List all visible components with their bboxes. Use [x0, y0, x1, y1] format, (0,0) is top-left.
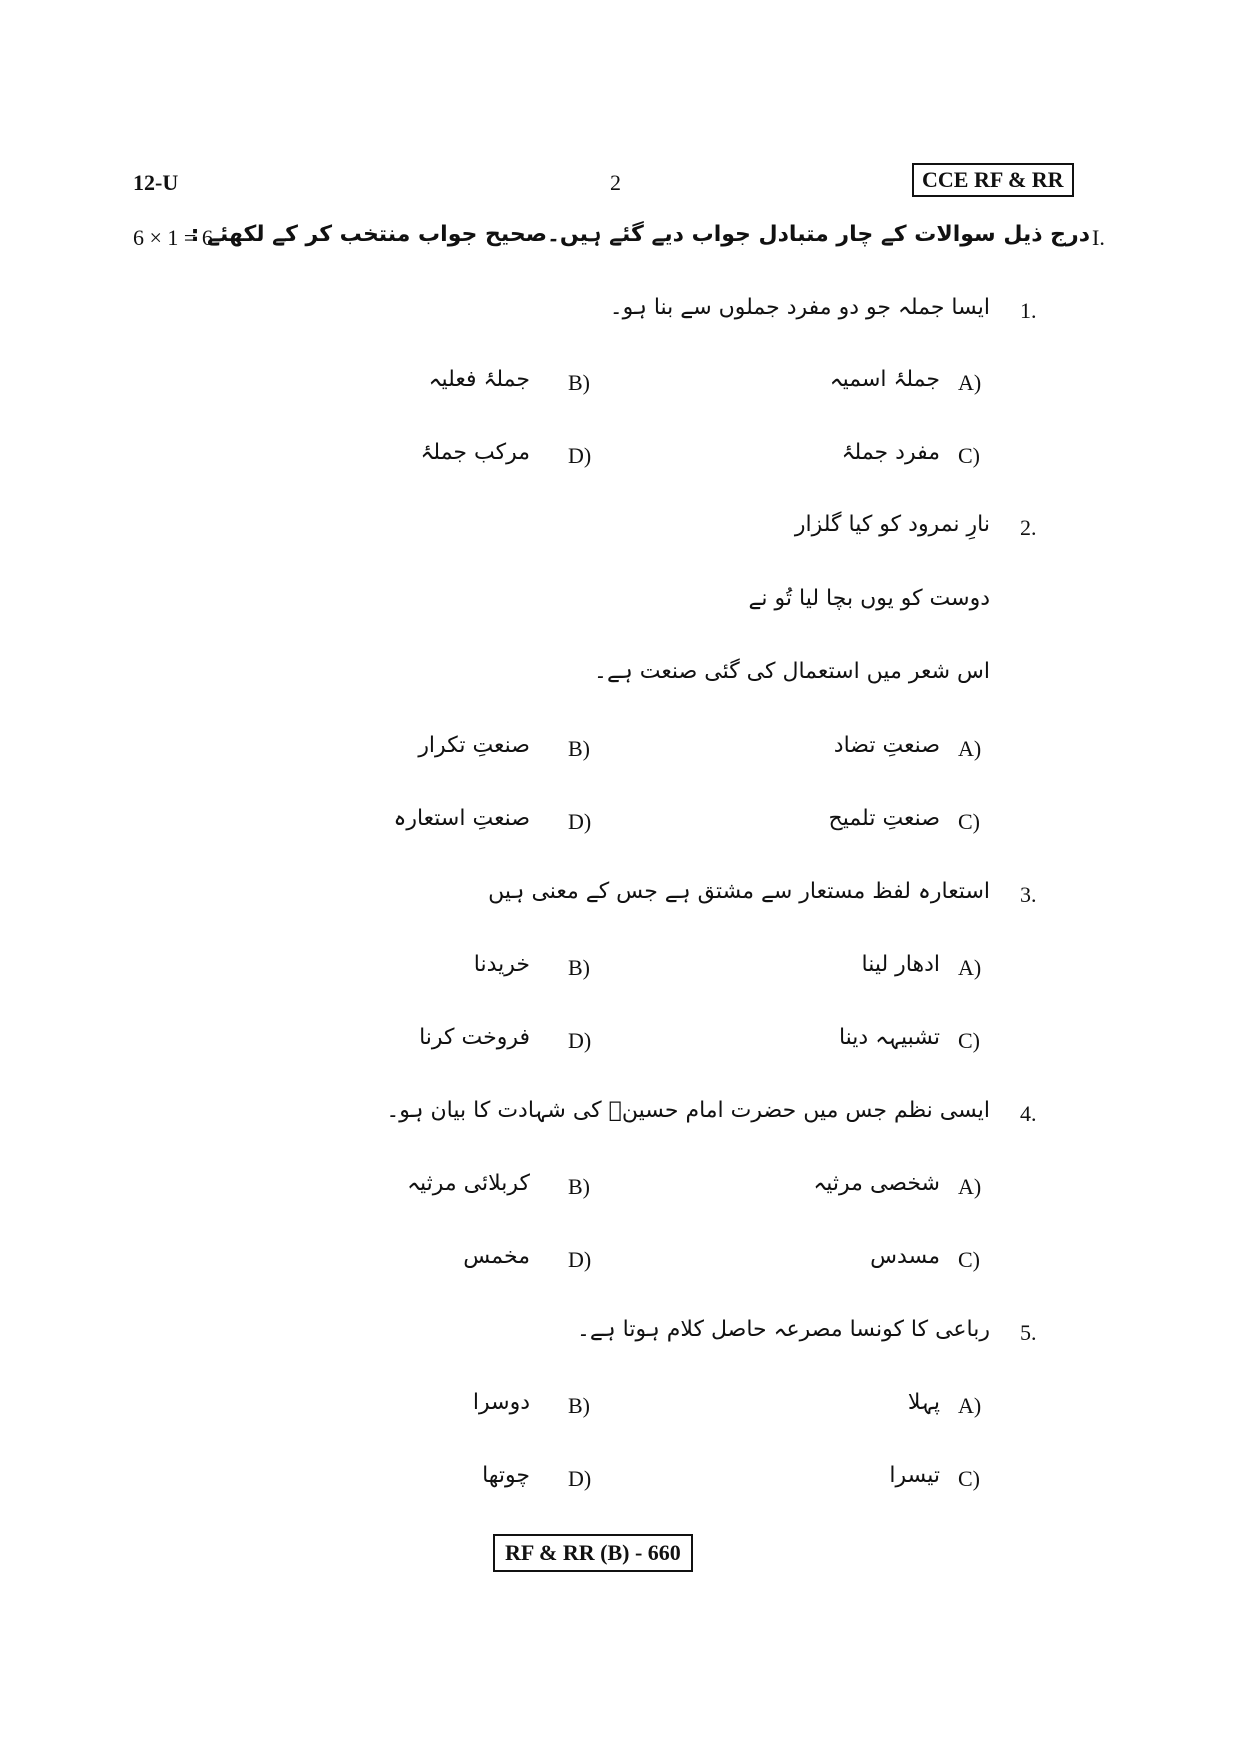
q4-option-d-label: D) [568, 1247, 592, 1272]
q5-option-a-label: A) [958, 1393, 982, 1418]
question-2-verse-2: دوست کو یوں بچا لیا تُو نے [748, 586, 990, 611]
q3-option-a-label: A) [958, 955, 982, 980]
question-4-text: ایسی نظم جس میں حضرت امام حسینؓ کی شہادت کا بیان ہو۔ [386, 1098, 990, 1123]
page-number: 2 [610, 170, 621, 195]
q1-option-d-label: D) [568, 443, 592, 468]
q4-option-d-text: مخمس [463, 1244, 530, 1269]
question-3-text: استعارہ لفظ مستعار سے مشتق ہے جس کے معنی ہیں [488, 879, 990, 904]
q5-option-c-label: C) [958, 1466, 980, 1491]
question-2-verse-1: نارِ نمرود کو کیا گلزار [794, 512, 990, 537]
q3-option-d-label: D) [568, 1028, 592, 1053]
series-box: CCE RF & RR [912, 163, 1074, 197]
question-3-number: 3. [1020, 882, 1037, 907]
marks-allocation: 6 × 1 = 6 [133, 225, 213, 250]
section-numeral: I. [1092, 225, 1105, 250]
question-5-text: رباعی کا کونسا مصرعہ حاصل کلام ہوتا ہے۔ [577, 1317, 990, 1342]
q3-option-c-text: تشبیہہ دینا [838, 1025, 940, 1050]
q2-option-a-label: A) [958, 736, 982, 761]
q2-option-d-label: D) [568, 809, 592, 834]
q3-option-a-text: ادھار لینا [861, 952, 940, 977]
q4-option-a-label: A) [958, 1174, 982, 1199]
q1-option-c-text: مفرد جملۂ [841, 440, 940, 465]
q2-option-b-label: B) [568, 736, 590, 761]
q1-option-c-label: C) [958, 443, 980, 468]
q2-option-a-text: صنعتِ تضاد [833, 733, 940, 758]
question-1-number: 1. [1020, 298, 1037, 323]
q5-option-b-text: دوسرا [472, 1390, 530, 1415]
q5-option-d-text: چوتھا [482, 1463, 530, 1488]
q5-option-c-text: تیسرا [889, 1463, 940, 1488]
q4-option-c-text: مسدس [870, 1244, 940, 1269]
q4-option-b-text: کربلائی مرثیہ [407, 1171, 530, 1196]
q2-option-b-text: صنعتِ تکرار [418, 733, 530, 758]
q4-option-b-label: B) [568, 1174, 590, 1199]
q2-option-c-text: صنعتِ تلمیح [828, 806, 940, 831]
q3-option-c-label: C) [958, 1028, 980, 1053]
q4-option-a-text: شخصی مرثیہ [813, 1171, 940, 1196]
q4-option-c-label: C) [958, 1247, 980, 1272]
footer-code-box: RF & RR (B) - 660 [493, 1534, 693, 1572]
q2-option-c-label: C) [958, 809, 980, 834]
question-5-number: 5. [1020, 1320, 1037, 1345]
q1-option-d-text: مرکب جملۂ [420, 440, 530, 465]
q1-option-b-label: B) [568, 370, 590, 395]
q2-option-d-text: صنعتِ استعارہ [393, 806, 530, 831]
q3-option-d-text: فروخت کرنا [419, 1025, 530, 1050]
q5-option-a-text: پہلا [907, 1390, 940, 1415]
q3-option-b-label: B) [568, 955, 590, 980]
q1-option-a-label: A) [958, 370, 982, 395]
paper-code: 12-U [133, 170, 179, 195]
q5-option-b-label: B) [568, 1393, 590, 1418]
question-1-text: ایسا جملہ جو دو مفرد جملوں سے بنا ہو۔ [609, 295, 990, 320]
section-instruction: درج ذیل سوالات کے چار متبادل جواب دیے گئے ہیں۔صحیح جواب منتخب کر کے لکھئے : [190, 222, 1090, 247]
question-2-number: 2. [1020, 515, 1037, 540]
question-4-number: 4. [1020, 1101, 1037, 1126]
question-2-text: اس شعر میں استعمال کی گئی صنعت ہے۔ [594, 659, 990, 684]
q1-option-b-text: جملۂ فعلیہ [428, 367, 530, 392]
q1-option-a-text: جملۂ اسمیہ [829, 367, 940, 392]
q3-option-b-text: خریدنا [473, 952, 530, 977]
q5-option-d-label: D) [568, 1466, 592, 1491]
